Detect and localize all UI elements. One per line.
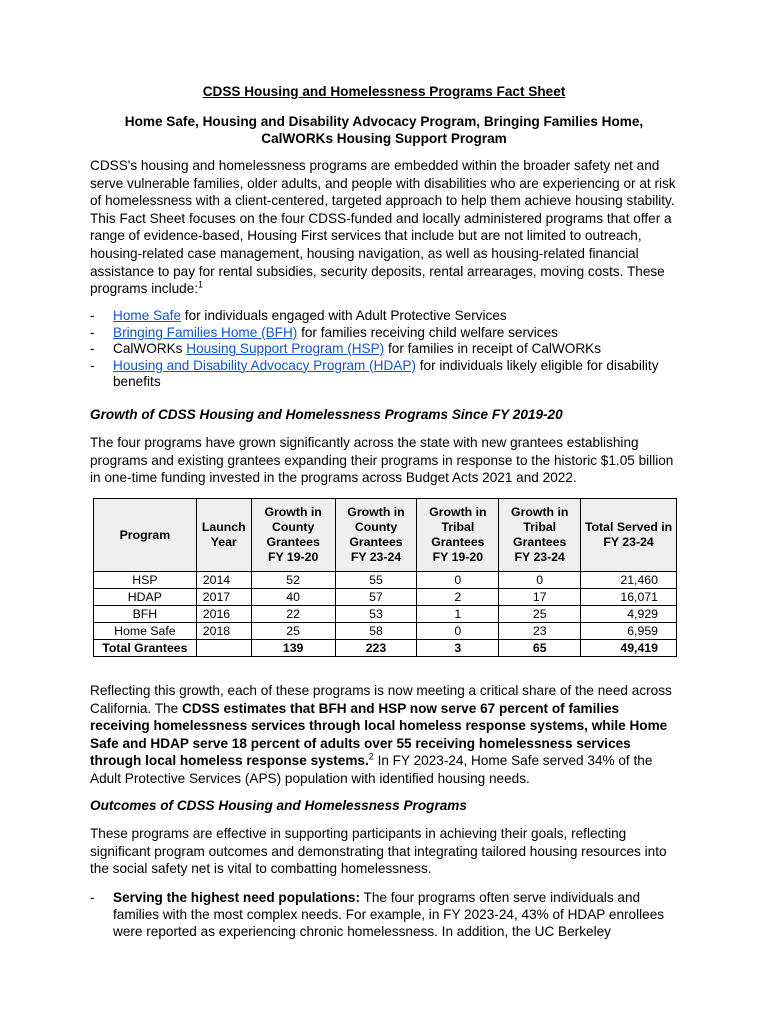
- subtitle-line-1: Home Safe, Housing and Disability Advocacy Program, Bringing Families Home,: [124, 114, 644, 129]
- cell-tribal-1920: 3: [417, 640, 499, 657]
- table-row: [94, 606, 677, 623]
- cell-county-2324: 223: [335, 640, 417, 657]
- growth-heading: Growth of CDSS Housing and Homelessness Programs Since FY 2019-20: [90, 407, 563, 422]
- table-row: [94, 589, 677, 606]
- fact-sheet-subtitle: [90, 113, 678, 147]
- growth-text: The four programs have grown significantly across the state with new grantees establishing programs and existing grantees expanding their programs in response to the historic $1.05 billion in one-time funding invested in the programs across Budget Acts 2021 and 2022.: [90, 435, 674, 486]
- list-item: [90, 341, 680, 358]
- footnote-2: 2: [368, 751, 374, 762]
- bfh-link[interactable]: Bringing Families Home (BFH): [113, 324, 298, 340]
- footnote-1: 1: [198, 279, 204, 290]
- cell-launch-year: 2014: [196, 572, 251, 589]
- cell-total-served: 49,419: [581, 640, 677, 657]
- header-launch-year: Launch Year: [196, 499, 251, 572]
- reflecting-period: .: [365, 753, 369, 769]
- table-row: [94, 623, 677, 640]
- subtitle-line-2: CalWORKs Housing Support Program: [261, 131, 507, 146]
- cell-tribal-1920: 0: [417, 623, 499, 640]
- outcome-bullet-text: The four programs often serve individuals and families with the most complex needs. For example, in FY 2023-24, 43% of HDAP enrollees were reported as experiencing chronic homelessness. In addition, the UC Berkeley: [113, 890, 665, 939]
- table-row: [94, 572, 677, 589]
- cell-tribal-2324: 25: [499, 606, 581, 623]
- outcomes-list: [90, 889, 680, 940]
- cell-county-1920: 22: [251, 606, 335, 623]
- list-item: [90, 325, 680, 342]
- cell-tribal-1920: 1: [417, 606, 499, 623]
- cell-tribal-1920: 0: [417, 572, 499, 589]
- growth-paragraph: [90, 434, 680, 487]
- cell-county-1920: 40: [251, 589, 335, 606]
- cell-launch-year: 2018: [196, 623, 251, 640]
- cell-program: Home Safe: [94, 623, 197, 640]
- list-dash: -: [90, 308, 95, 323]
- cell-county-2324: 57: [335, 589, 417, 606]
- hdap-link[interactable]: Housing and Disability Advocacy Program (HDAP): [113, 357, 416, 373]
- header-county-2324: Growth in County Grantees FY 23-24: [335, 499, 417, 572]
- cell-county-2324: 53: [335, 606, 417, 623]
- header-tribal-1920: Growth in Tribal Grantees FY 19-20: [417, 499, 499, 572]
- list-item: [90, 358, 680, 391]
- cell-tribal-2324: 17: [499, 589, 581, 606]
- cell-program: HDAP: [94, 589, 197, 606]
- hsp-link[interactable]: Housing Support Program (HSP): [186, 341, 385, 356]
- cell-county-2324: 55: [335, 572, 417, 589]
- cell-county-1920: 25: [251, 623, 335, 640]
- header-tribal-2324: Growth in Tribal Grantees FY 23-24: [499, 499, 581, 572]
- intro-paragraph: [90, 157, 680, 298]
- list-dash: -: [90, 341, 95, 356]
- list-dash: -: [90, 324, 95, 340]
- reflecting-lead: Reflecting this growth, each of these programs is now meeting a critical share of the need across California. The: [90, 683, 672, 716]
- cell-total-served: 6,959: [581, 623, 677, 640]
- table-header-row: [94, 499, 677, 572]
- cell-program: Total Grantees: [94, 640, 197, 657]
- list-dash: -: [90, 357, 95, 373]
- cell-launch-year: [196, 640, 251, 657]
- list-item-suffix: for families in receipt of CalWORKs: [384, 341, 602, 356]
- header-county-1920: Growth in County Grantees FY 19-20: [251, 499, 335, 572]
- home-safe-link[interactable]: Home Safe: [113, 308, 182, 323]
- list-item-suffix: for individuals likely eligible for disability benefits: [113, 357, 659, 389]
- list-item-suffix: for individuals engaged with Adult Protective Services: [181, 308, 507, 323]
- cell-total-served: 16,071: [581, 589, 677, 606]
- cell-program: HSP: [94, 572, 197, 589]
- header-program: Program: [94, 499, 197, 572]
- cell-county-1920: 52: [251, 572, 335, 589]
- cell-tribal-2324: 0: [499, 572, 581, 589]
- header-total-served: Total Served in FY 23-24: [581, 499, 677, 572]
- cell-county-1920: 139: [251, 640, 335, 657]
- cell-tribal-2324: 65: [499, 640, 581, 657]
- outcomes-heading: Outcomes of CDSS Housing and Homelessness Programs: [90, 798, 467, 813]
- fact-sheet-title: CDSS Housing and Homelessness Programs Fact Sheet: [202, 84, 566, 99]
- cell-total-served: 21,460: [581, 572, 677, 589]
- intro-text: CDSS's housing and homelessness programs are embedded within the broader safety net and serve vulnerable families, older adults, and people with disabilities who are experiencing or at risk of homelessness with a client-centered, targeted approach to help them achieve housing stability. This Fact Sheet focuses on the four CDSS-funded and locally administered programs that offer a range of evidence-based, Housing First services that include but are not limited to outreach, housing-related case management, housing navigation, as well as housing-related financial assistance to pay for rental subsidies, security deposits, rental arrearages, moving costs. These programs include:: [90, 158, 676, 297]
- cell-county-2324: 58: [335, 623, 417, 640]
- outcomes-text: These programs are effective in supporting participants in achieving their goals, reflecting significant program outcomes and demonstrating that integrating tailored housing resources into the social safety net is vital to combatting homelessness.: [90, 826, 667, 877]
- cell-tribal-1920: 2: [417, 589, 499, 606]
- table-total-row: [94, 640, 677, 657]
- reflecting-tail: In FY 2023-24, Home Safe served 34% of the Adult Protective Services (APS) population with identified housing needs.: [90, 753, 653, 786]
- cell-launch-year: 2016: [196, 606, 251, 623]
- program-list: [90, 308, 680, 391]
- list-dash: -: [90, 890, 95, 905]
- grantees-table: [93, 498, 677, 657]
- list-item: [90, 889, 680, 940]
- list-item-prefix: CalWORKs: [113, 341, 187, 356]
- reflecting-paragraph: [90, 682, 680, 788]
- cell-total-served: 4,929: [581, 606, 677, 623]
- outcomes-paragraph: [90, 825, 680, 878]
- list-item: [90, 308, 680, 325]
- cell-launch-year: 2017: [196, 589, 251, 606]
- cell-tribal-2324: 23: [499, 623, 581, 640]
- list-item-suffix: for families receiving child welfare services: [297, 324, 558, 340]
- cell-program: BFH: [94, 606, 197, 623]
- reflecting-bold: CDSS estimates that BFH and HSP now serve 67 percent of families receiving homelessness services through local homeless response systems, while Home Safe and HDAP serve 18 percent of adults over 55 receiving homelessness services through local homeless response systems: [90, 700, 668, 769]
- outcome-bullet-title: Serving the highest need populations:: [113, 890, 360, 905]
